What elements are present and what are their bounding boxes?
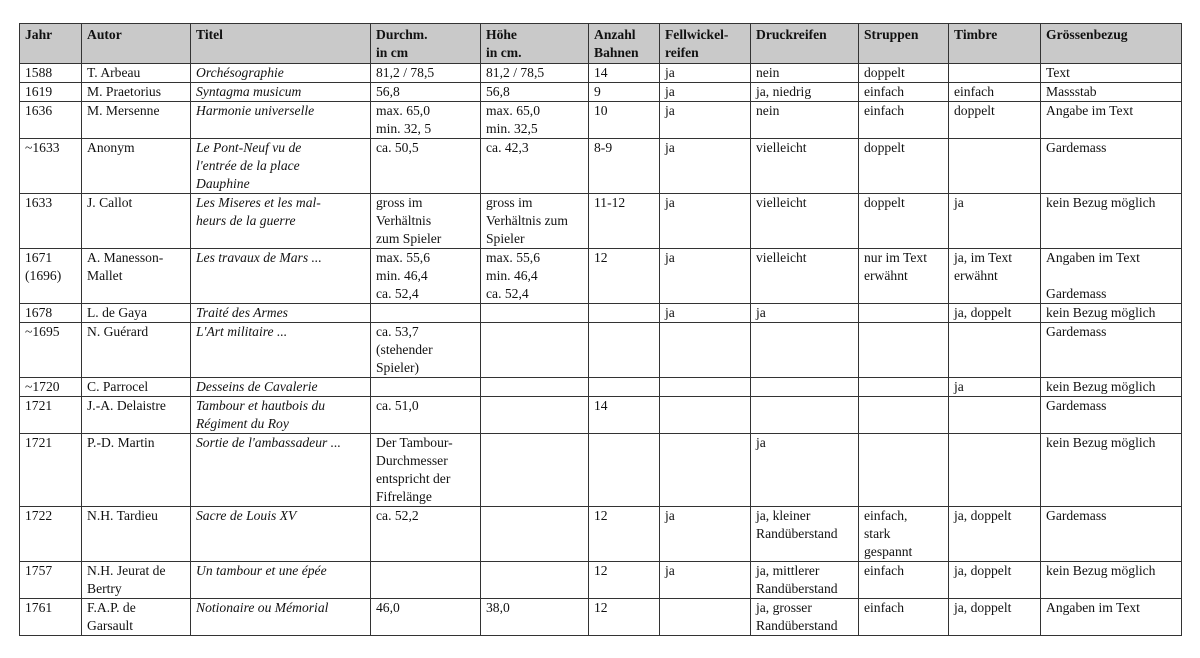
table-row bbox=[20, 397, 1182, 434]
cell-fellwickelreifen bbox=[660, 397, 751, 434]
cell-jahr: 1633 bbox=[20, 194, 82, 249]
cell-jahr: 1619 bbox=[20, 83, 82, 102]
cell-struppen: einfach, stark gespannt bbox=[859, 507, 949, 562]
cell-druckreifen bbox=[751, 378, 859, 397]
table-row bbox=[20, 64, 1182, 83]
cell-anzahl-bahnen bbox=[589, 378, 660, 397]
table-row bbox=[20, 323, 1182, 378]
header-anzahl-bahnen: Anzahl Bahnen bbox=[589, 24, 660, 64]
header-autor: Autor bbox=[82, 24, 191, 64]
cell-titel: Les travaux de Mars ... bbox=[191, 249, 371, 304]
cell-groessenbezug: kein Bezug möglich bbox=[1041, 562, 1182, 599]
cell-hoehe: 81,2 / 78,5 bbox=[481, 64, 589, 83]
cell-struppen: einfach bbox=[859, 599, 949, 636]
cell-timbre: einfach bbox=[949, 83, 1041, 102]
header-jahr: Jahr bbox=[20, 24, 82, 64]
cell-hoehe bbox=[481, 397, 589, 434]
header-hoehe: Höhe in cm. bbox=[481, 24, 589, 64]
cell-titel: Tambour et hautbois du Régiment du Roy bbox=[191, 397, 371, 434]
cell-timbre: ja, doppelt bbox=[949, 304, 1041, 323]
cell-fellwickelreifen: ja bbox=[660, 562, 751, 599]
cell-autor: L. de Gaya bbox=[82, 304, 191, 323]
cell-struppen: doppelt bbox=[859, 194, 949, 249]
cell-anzahl-bahnen: 8-9 bbox=[589, 139, 660, 194]
header-durchmesser: Durchm. in cm bbox=[371, 24, 481, 64]
cell-fellwickelreifen: ja bbox=[660, 139, 751, 194]
cell-jahr: 1722 bbox=[20, 507, 82, 562]
cell-groessenbezug: Massstab bbox=[1041, 83, 1182, 102]
cell-hoehe: max. 55,6 min. 46,4 ca. 52,4 bbox=[481, 249, 589, 304]
cell-struppen bbox=[859, 323, 949, 378]
cell-druckreifen: vielleicht bbox=[751, 139, 859, 194]
cell-anzahl-bahnen bbox=[589, 304, 660, 323]
cell-anzahl-bahnen: 11-12 bbox=[589, 194, 660, 249]
cell-groessenbezug: Gardemass bbox=[1041, 323, 1182, 378]
table-row bbox=[20, 599, 1182, 636]
cell-jahr: 1678 bbox=[20, 304, 82, 323]
cell-druckreifen bbox=[751, 323, 859, 378]
cell-struppen: einfach bbox=[859, 83, 949, 102]
cell-anzahl-bahnen bbox=[589, 323, 660, 378]
cell-anzahl-bahnen: 12 bbox=[589, 249, 660, 304]
table-row bbox=[20, 304, 1182, 323]
cell-struppen bbox=[859, 304, 949, 323]
cell-titel: Desseins de Cavalerie bbox=[191, 378, 371, 397]
cell-autor: M. Praetorius bbox=[82, 83, 191, 102]
cell-fellwickelreifen: ja bbox=[660, 102, 751, 139]
cell-jahr: 1721 bbox=[20, 434, 82, 507]
cell-druckreifen: nein bbox=[751, 64, 859, 83]
cell-hoehe bbox=[481, 434, 589, 507]
cell-durchmesser: max. 65,0 min. 32, 5 bbox=[371, 102, 481, 139]
cell-durchmesser: Der Tambour- Durchmesser entspricht der Fifrelänge bbox=[371, 434, 481, 507]
cell-anzahl-bahnen: 9 bbox=[589, 83, 660, 102]
cell-anzahl-bahnen bbox=[589, 434, 660, 507]
cell-titel: Un tambour et une épée bbox=[191, 562, 371, 599]
cell-timbre bbox=[949, 323, 1041, 378]
cell-druckreifen: vielleicht bbox=[751, 249, 859, 304]
cell-groessenbezug: Angaben im Text Gardemass bbox=[1041, 249, 1182, 304]
cell-autor: J. Callot bbox=[82, 194, 191, 249]
cell-titel: Sacre de Louis XV bbox=[191, 507, 371, 562]
cell-struppen bbox=[859, 434, 949, 507]
cell-titel: Les Miseres et les mal- heurs de la guerre bbox=[191, 194, 371, 249]
table-row bbox=[20, 378, 1182, 397]
cell-druckreifen: ja bbox=[751, 434, 859, 507]
cell-titel: Orchésographie bbox=[191, 64, 371, 83]
cell-struppen: nur im Text erwähnt bbox=[859, 249, 949, 304]
cell-druckreifen: vielleicht bbox=[751, 194, 859, 249]
cell-durchmesser: 46,0 bbox=[371, 599, 481, 636]
cell-durchmesser bbox=[371, 378, 481, 397]
cell-druckreifen bbox=[751, 397, 859, 434]
table-row bbox=[20, 194, 1182, 249]
cell-autor: C. Parrocel bbox=[82, 378, 191, 397]
cell-hoehe bbox=[481, 562, 589, 599]
cell-fellwickelreifen bbox=[660, 378, 751, 397]
cell-anzahl-bahnen: 10 bbox=[589, 102, 660, 139]
cell-timbre: ja, im Text erwähnt bbox=[949, 249, 1041, 304]
cell-groessenbezug: kein Bezug möglich bbox=[1041, 434, 1182, 507]
cell-titel: L'Art militaire ... bbox=[191, 323, 371, 378]
cell-autor: M. Mersenne bbox=[82, 102, 191, 139]
cell-groessenbezug: Angabe im Text bbox=[1041, 102, 1182, 139]
cell-hoehe bbox=[481, 304, 589, 323]
cell-struppen: einfach bbox=[859, 562, 949, 599]
cell-autor: P.-D. Martin bbox=[82, 434, 191, 507]
cell-timbre bbox=[949, 139, 1041, 194]
cell-jahr: ~1633 bbox=[20, 139, 82, 194]
cell-durchmesser: 81,2 / 78,5 bbox=[371, 64, 481, 83]
header-druckreifen: Druckreifen bbox=[751, 24, 859, 64]
cell-timbre: ja bbox=[949, 378, 1041, 397]
cell-jahr: 1588 bbox=[20, 64, 82, 83]
cell-hoehe bbox=[481, 507, 589, 562]
cell-groessenbezug: Gardemass bbox=[1041, 139, 1182, 194]
cell-durchmesser: ca. 52,2 bbox=[371, 507, 481, 562]
cell-titel: Sortie de l'ambassadeur ... bbox=[191, 434, 371, 507]
header-titel: Titel bbox=[191, 24, 371, 64]
cell-autor: J.-A. Delaistre bbox=[82, 397, 191, 434]
cell-fellwickelreifen: ja bbox=[660, 507, 751, 562]
cell-fellwickelreifen bbox=[660, 434, 751, 507]
cell-durchmesser bbox=[371, 304, 481, 323]
table-row bbox=[20, 434, 1182, 507]
cell-titel: Harmonie universelle bbox=[191, 102, 371, 139]
cell-druckreifen: nein bbox=[751, 102, 859, 139]
cell-fellwickelreifen bbox=[660, 323, 751, 378]
cell-autor: F.A.P. de Garsault bbox=[82, 599, 191, 636]
cell-timbre: ja, doppelt bbox=[949, 562, 1041, 599]
cell-struppen: einfach bbox=[859, 102, 949, 139]
table-row bbox=[20, 139, 1182, 194]
cell-groessenbezug: kein Bezug möglich bbox=[1041, 304, 1182, 323]
table-body bbox=[20, 64, 1182, 636]
cell-durchmesser: gross im Verhältnis zum Spieler bbox=[371, 194, 481, 249]
cell-jahr: 1721 bbox=[20, 397, 82, 434]
cell-fellwickelreifen: ja bbox=[660, 64, 751, 83]
cell-durchmesser: max. 55,6 min. 46,4 ca. 52,4 bbox=[371, 249, 481, 304]
cell-autor: T. Arbeau bbox=[82, 64, 191, 83]
cell-durchmesser bbox=[371, 562, 481, 599]
cell-titel: Notionaire ou Mémorial bbox=[191, 599, 371, 636]
cell-durchmesser: ca. 51,0 bbox=[371, 397, 481, 434]
cell-groessenbezug: Text bbox=[1041, 64, 1182, 83]
cell-timbre: ja, doppelt bbox=[949, 507, 1041, 562]
cell-anzahl-bahnen: 14 bbox=[589, 64, 660, 83]
cell-groessenbezug: Gardemass bbox=[1041, 507, 1182, 562]
cell-durchmesser: 56,8 bbox=[371, 83, 481, 102]
cell-groessenbezug: kein Bezug möglich bbox=[1041, 194, 1182, 249]
cell-groessenbezug: kein Bezug möglich bbox=[1041, 378, 1182, 397]
cell-jahr: 1671 (1696) bbox=[20, 249, 82, 304]
table-row bbox=[20, 507, 1182, 562]
cell-druckreifen: ja, kleiner Randüberstand bbox=[751, 507, 859, 562]
cell-autor: N.H. Tardieu bbox=[82, 507, 191, 562]
cell-titel: Syntagma musicum bbox=[191, 83, 371, 102]
cell-fellwickelreifen: ja bbox=[660, 249, 751, 304]
cell-autor: A. Manesson- Mallet bbox=[82, 249, 191, 304]
cell-groessenbezug: Gardemass bbox=[1041, 397, 1182, 434]
table-row bbox=[20, 102, 1182, 139]
header-groessenbezug: Grössenbezug bbox=[1041, 24, 1182, 64]
drum-sources-table-container bbox=[19, 23, 1181, 636]
cell-autor: Anonym bbox=[82, 139, 191, 194]
cell-struppen: doppelt bbox=[859, 139, 949, 194]
cell-struppen bbox=[859, 378, 949, 397]
cell-groessenbezug: Angaben im Text bbox=[1041, 599, 1182, 636]
cell-anzahl-bahnen: 12 bbox=[589, 507, 660, 562]
cell-anzahl-bahnen: 12 bbox=[589, 562, 660, 599]
cell-fellwickelreifen: ja bbox=[660, 304, 751, 323]
cell-jahr: ~1695 bbox=[20, 323, 82, 378]
cell-fellwickelreifen bbox=[660, 599, 751, 636]
cell-timbre bbox=[949, 64, 1041, 83]
cell-timbre bbox=[949, 434, 1041, 507]
cell-hoehe: 38,0 bbox=[481, 599, 589, 636]
cell-timbre bbox=[949, 397, 1041, 434]
cell-anzahl-bahnen: 14 bbox=[589, 397, 660, 434]
cell-hoehe: ca. 42,3 bbox=[481, 139, 589, 194]
header-timbre: Timbre bbox=[949, 24, 1041, 64]
table-row bbox=[20, 83, 1182, 102]
cell-jahr: 1761 bbox=[20, 599, 82, 636]
cell-struppen: doppelt bbox=[859, 64, 949, 83]
cell-timbre: doppelt bbox=[949, 102, 1041, 139]
cell-anzahl-bahnen: 12 bbox=[589, 599, 660, 636]
cell-fellwickelreifen: ja bbox=[660, 194, 751, 249]
cell-jahr: ~1720 bbox=[20, 378, 82, 397]
cell-hoehe: gross im Verhältnis zum Spieler bbox=[481, 194, 589, 249]
drum-sources-table bbox=[19, 23, 1182, 636]
table-row bbox=[20, 562, 1182, 599]
cell-autor: N. Guérard bbox=[82, 323, 191, 378]
cell-druckreifen: ja, niedrig bbox=[751, 83, 859, 102]
cell-timbre: ja bbox=[949, 194, 1041, 249]
header-fellwickelreifen: Fellwickel- reifen bbox=[660, 24, 751, 64]
cell-jahr: 1636 bbox=[20, 102, 82, 139]
cell-titel: Traité des Armes bbox=[191, 304, 371, 323]
cell-hoehe bbox=[481, 323, 589, 378]
cell-druckreifen: ja, grosser Randüberstand bbox=[751, 599, 859, 636]
cell-hoehe: max. 65,0 min. 32,5 bbox=[481, 102, 589, 139]
cell-fellwickelreifen: ja bbox=[660, 83, 751, 102]
cell-autor: N.H. Jeurat de Bertry bbox=[82, 562, 191, 599]
table-row bbox=[20, 249, 1182, 304]
cell-hoehe: 56,8 bbox=[481, 83, 589, 102]
cell-durchmesser: ca. 50,5 bbox=[371, 139, 481, 194]
cell-druckreifen: ja bbox=[751, 304, 859, 323]
cell-durchmesser: ca. 53,7 (stehender Spieler) bbox=[371, 323, 481, 378]
cell-jahr: 1757 bbox=[20, 562, 82, 599]
table-header-row bbox=[20, 24, 1182, 64]
header-struppen: Struppen bbox=[859, 24, 949, 64]
cell-hoehe bbox=[481, 378, 589, 397]
cell-struppen bbox=[859, 397, 949, 434]
cell-druckreifen: ja, mittlerer Randüberstand bbox=[751, 562, 859, 599]
cell-titel: Le Pont-Neuf vu de l'entrée de la place Dauphine bbox=[191, 139, 371, 194]
cell-timbre: ja, doppelt bbox=[949, 599, 1041, 636]
